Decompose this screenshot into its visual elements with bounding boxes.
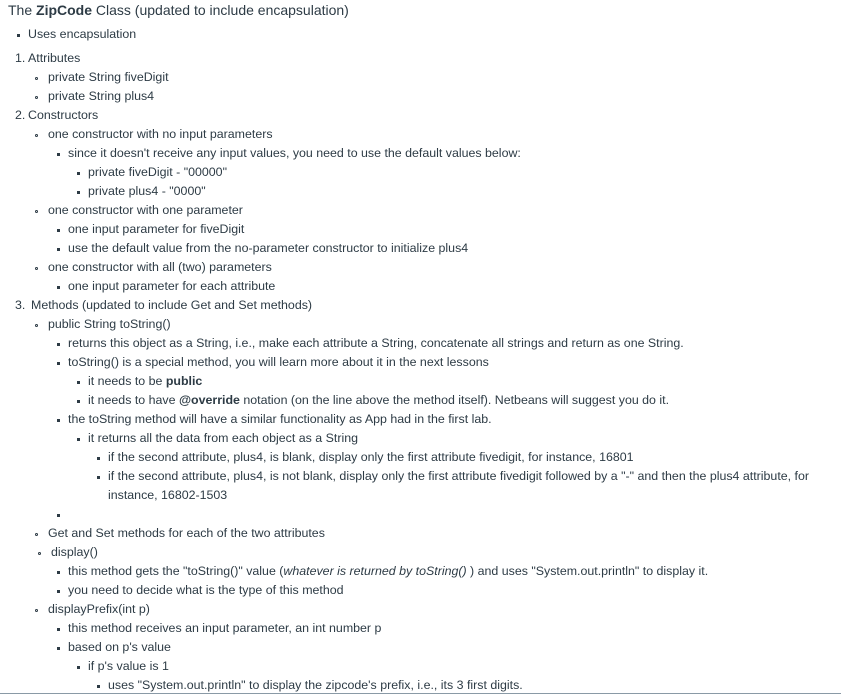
bullet-marker [35, 210, 38, 213]
bullet-marker [97, 476, 100, 479]
bullet-marker-empty [57, 514, 60, 517]
constructor-item: one constructor with all (two) parameters [48, 260, 272, 274]
method-note: toString() is a special method, you will learn more about it in the next lessons [68, 355, 489, 369]
constructor-note: one input parameter for each attribute [68, 279, 276, 293]
section-number: 2. [15, 108, 26, 122]
attribute-item: private String fiveDigit [48, 70, 169, 84]
section-methods: Methods (updated to include Get and Set methods) [31, 298, 313, 312]
bullet-marker [57, 571, 60, 574]
intro-item: Uses encapsulation [28, 27, 137, 41]
constructor-note: since it doesn't receive any input values, you need to use the default values below: [68, 146, 521, 160]
bullet-marker [35, 533, 38, 536]
bullet-marker [35, 324, 38, 327]
bullet-marker [97, 457, 100, 460]
display-note-suffix: ) and uses "System.out.println" to display it. [466, 564, 709, 578]
section-number: 3. [15, 298, 26, 312]
attribute-item: private String plus4 [48, 89, 155, 103]
method-note: returns this object as a String, i.e., make each attribute a String, concatenate all strings and return as one String. [68, 336, 684, 350]
method-item: Get and Set methods for each of the two attributes [48, 526, 325, 540]
public-note-text: it needs to be [88, 374, 166, 388]
method-item: display() [51, 545, 98, 559]
default-value: private fiveDigit - "00000" [88, 165, 227, 179]
display-note-italic: whatever is returned by toString() [283, 564, 467, 578]
method-note: the toString method will have a similar functionality as App had in the first lab. [68, 412, 492, 426]
method-subnote [88, 391, 669, 410]
bullet-marker [57, 590, 60, 593]
constructor-item: one constructor with no input parameters [48, 127, 273, 141]
bullet-marker [35, 96, 38, 99]
bullet-marker [77, 172, 80, 175]
display-note-text: this method gets the "toString()" value ( [68, 564, 284, 578]
section-number: 1. [15, 51, 26, 65]
method-note [68, 562, 708, 581]
bullet-marker [57, 362, 60, 365]
method-note: based on p's value [68, 640, 171, 654]
bullet-marker [35, 609, 38, 612]
bullet-marker [57, 153, 60, 156]
method-subnote: it returns all the data from each object as a String [88, 431, 358, 445]
public-keyword: public [165, 374, 203, 388]
method-item: public String toString() [48, 317, 171, 331]
bullet-marker [17, 34, 20, 37]
bullet-marker [57, 419, 60, 422]
default-value: private plus4 - "0000" [88, 184, 206, 198]
title-suffix: Class (updated to include encapsulation) [92, 2, 349, 18]
constructor-note: use the default value from the no-parameter constructor to initialize plus4 [68, 241, 469, 255]
constructor-note: one input parameter for fiveDigit [68, 222, 245, 236]
section-attributes: Attributes [28, 51, 81, 65]
bullet-marker [35, 77, 38, 80]
bullet-marker [77, 381, 80, 384]
title-class-name: ZipCode [36, 2, 93, 18]
override-note-suffix: notation (on the line above the method itself). Netbeans will suggest you do it. [239, 393, 670, 407]
bullet-marker [57, 628, 60, 631]
bullet-marker [57, 286, 60, 289]
method-detail: if the second attribute, plus4, is not blank, display only the first attribute fivedigit followed by a "-" and then the plus4 attribute, for [108, 469, 810, 483]
title-prefix: The [8, 2, 37, 18]
bottom-divider [0, 693, 841, 694]
override-keyword: @override [178, 393, 240, 407]
bullet-marker [77, 400, 80, 403]
method-detail-continued: instance, 16802-1503 [108, 488, 228, 502]
bullet-marker [57, 647, 60, 650]
page-title [8, 1, 349, 20]
bullet-marker [35, 267, 38, 270]
method-note: you need to decide what is the type of this method [68, 583, 344, 597]
bullet-marker [57, 248, 60, 251]
override-note-text: it needs to have [88, 393, 179, 407]
bullet-marker [77, 666, 80, 669]
constructor-item: one constructor with one parameter [48, 203, 243, 217]
method-item: displayPrefix(int p) [48, 602, 150, 616]
method-detail: uses "System.out.println" to display the zipcode's prefix, i.e., its 3 first digits. [108, 678, 523, 692]
method-note: this method receives an input parameter, an int number p [68, 621, 382, 635]
method-subnote: if p's value is 1 [88, 659, 169, 673]
method-detail: if the second attribute, plus4, is blank, display only the first attribute fivedigit, for instance, 16801 [108, 450, 634, 464]
method-subnote [88, 372, 202, 391]
bullet-marker [97, 685, 100, 688]
bullet-marker [35, 134, 38, 137]
bullet-marker [77, 438, 80, 441]
bullet-marker [77, 191, 80, 194]
bullet-marker [57, 229, 60, 232]
bullet-marker [38, 552, 41, 555]
bullet-marker [57, 343, 60, 346]
section-constructors: Constructors [28, 108, 99, 122]
